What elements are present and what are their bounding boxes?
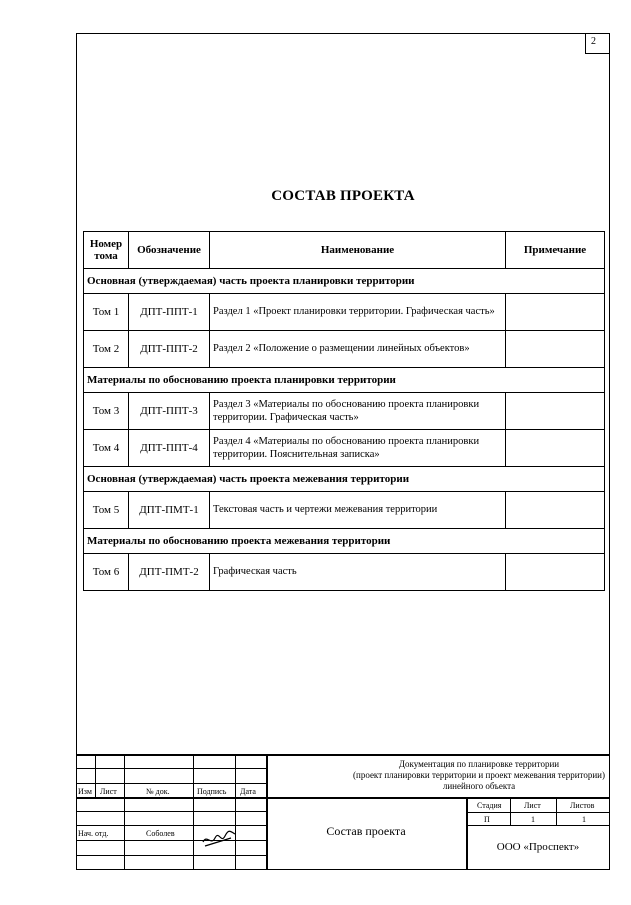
table-row (84, 554, 605, 591)
note-cell (506, 430, 605, 467)
name-cell: Текстовая часть и чертежи межевания территории (210, 492, 506, 529)
table-header-row (84, 232, 605, 269)
page-title: СОСТАВ ПРОЕКТА (271, 188, 415, 204)
organization-name: ООО «Проспект» (496, 841, 580, 853)
sheet-name: Состав проекта (326, 824, 406, 838)
stage-label: Стадия (477, 801, 502, 810)
table-row (84, 430, 605, 467)
volume-cell: Том 5 (84, 492, 129, 529)
note-cell (506, 294, 605, 331)
note-cell (506, 331, 605, 368)
code-cell: ДПТ-ППТ-3 (129, 393, 210, 430)
sheet-value: 1 (531, 815, 535, 824)
document-title-line-1: Документация по планировке территории (398, 759, 560, 769)
stamp-role: Нач. отд. (78, 829, 109, 838)
code-cell: ДПТ-ПМТ-2 (129, 554, 210, 591)
composition-table (83, 231, 605, 591)
code-cell: ДПТ-ППТ-2 (129, 331, 210, 368)
section-row (84, 529, 605, 554)
section-row (84, 269, 605, 294)
volume-cell: Том 1 (84, 294, 129, 331)
table-row (84, 492, 605, 529)
code-cell: ДПТ-ППТ-4 (129, 430, 210, 467)
code-cell: ДПТ-ПМТ-1 (129, 492, 210, 529)
name-cell: Раздел 2 «Положение о размещении линейных объектов» (210, 331, 506, 368)
sheet-label: Лист (524, 801, 541, 810)
document-title (348, 759, 610, 792)
table-row (84, 393, 605, 430)
section-title: Материалы по обоснованию проекта планировки территории (84, 368, 605, 393)
signature-image (201, 828, 237, 850)
section-title: Материалы по обоснованию проекта межевания территории (84, 529, 605, 554)
header-note: Примечание (506, 232, 605, 269)
stamp-person: Соболев (146, 829, 175, 838)
volume-cell: Том 4 (84, 430, 129, 467)
section-row (84, 467, 605, 492)
note-cell (506, 492, 605, 529)
section-title: Основная (утверждаемая) часть проекта межевания территории (84, 467, 605, 492)
volume-cell: Том 2 (84, 331, 129, 368)
header-volume: Номер тома (84, 232, 129, 269)
name-cell: Раздел 1 «Проект планировки территории. Графическая часть» (210, 294, 506, 331)
document-title-line-2: (проект планировки территории и проект межевания территории) (353, 770, 605, 780)
table-row (84, 331, 605, 368)
volume-cell: Том 6 (84, 554, 129, 591)
name-cell: Графическая часть (210, 554, 506, 591)
name-cell: Раздел 3 «Материалы по обоснованию проекта планировки территории. Графическая часть» (210, 393, 506, 430)
name-cell: Раздел 4 «Материалы по обоснованию проекта планировки территории. Пояснительная записка» (210, 430, 506, 467)
header-name: Наименование (210, 232, 506, 269)
section-title: Основная (утверждаемая) часть проекта планировки территории (84, 269, 605, 294)
sheets-value: 1 (582, 815, 586, 824)
stamp-sign-label: Подпись (197, 787, 227, 796)
stamp-izm-label: Изм (78, 787, 92, 796)
note-cell (506, 393, 605, 430)
section-row (84, 368, 605, 393)
table-body (84, 269, 605, 591)
stamp-list-label: Лист (100, 787, 117, 796)
stage-value: П (484, 815, 490, 824)
title-block (76, 754, 610, 870)
code-cell: ДПТ-ППТ-1 (129, 294, 210, 331)
note-cell (506, 554, 605, 591)
header-code: Обозначение (129, 232, 210, 269)
stamp-date-label: Дата (240, 787, 256, 796)
table-row (84, 294, 605, 331)
stamp-doc-label: № док. (146, 787, 170, 796)
page-number: 2 (585, 34, 609, 54)
document-title-line-3: линейного объекта (442, 781, 516, 791)
volume-cell: Том 3 (84, 393, 129, 430)
sheets-label: Листов (570, 801, 595, 810)
